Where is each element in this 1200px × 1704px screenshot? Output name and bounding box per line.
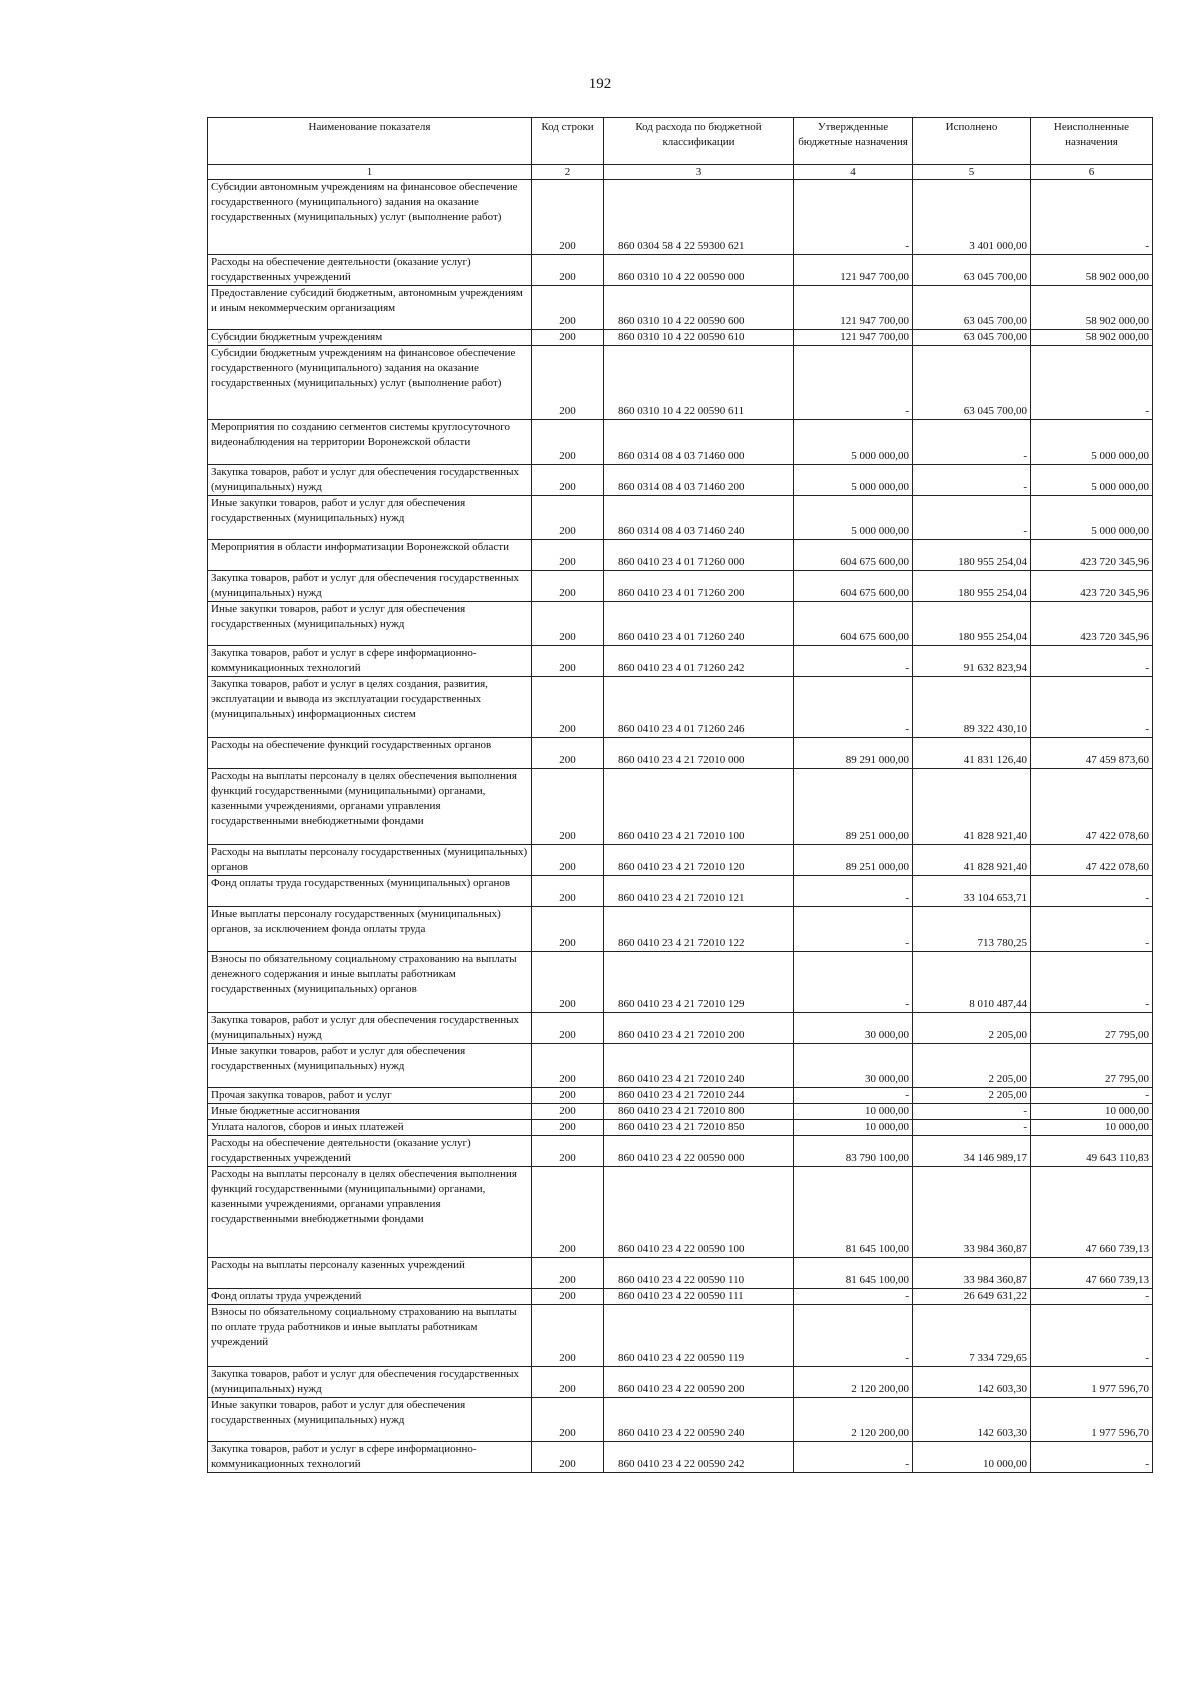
row-name: Взносы по обязательному социальному страхованию на выплаты по оплате труда работников и иные выплаты работникам учреждений — [208, 1305, 532, 1367]
row-unexecuted: 27 795,00 — [1031, 1044, 1153, 1088]
row-expense-code: 860 0410 23 4 22 00590 242 — [604, 1442, 794, 1473]
column-number-row — [208, 165, 1153, 180]
row-executed: 89 322 430,10 — [913, 677, 1031, 738]
row-name: Закупка товаров, работ и услуг в целях создания, развития, эксплуатации и вывода из эксплуатации государственных (муниципальных) информационных систем — [208, 677, 532, 738]
row-unexecuted: 10 000,00 — [1031, 1104, 1153, 1120]
row-name: Закупка товаров, работ и услуг для обеспечения государственных (муниципальных) нужд — [208, 1367, 532, 1398]
row-unexecuted: 47 459 873,60 — [1031, 738, 1153, 769]
row-approved: 89 251 000,00 — [794, 845, 913, 876]
table-row — [208, 1104, 1153, 1120]
row-line-code: 200 — [532, 602, 604, 646]
row-unexecuted: 47 422 078,60 — [1031, 845, 1153, 876]
header-unexecuted: Неисполненные назначения — [1031, 118, 1153, 165]
row-executed: - — [913, 420, 1031, 465]
table-row — [208, 1289, 1153, 1305]
column-number: 4 — [794, 165, 913, 180]
row-executed: - — [913, 496, 1031, 540]
row-name: Прочая закупка товаров, работ и услуг — [208, 1088, 532, 1104]
row-unexecuted: 423 720 345,96 — [1031, 571, 1153, 602]
row-line-code: 200 — [532, 952, 604, 1013]
row-unexecuted: 423 720 345,96 — [1031, 602, 1153, 646]
row-approved: 5 000 000,00 — [794, 496, 913, 540]
row-line-code: 200 — [532, 1013, 604, 1044]
row-unexecuted: - — [1031, 1442, 1153, 1473]
row-expense-code: 860 0410 23 4 01 71260 242 — [604, 646, 794, 677]
row-name: Взносы по обязательному социальному страхованию на выплаты денежного содержания и иные выплаты работникам государственных (муниципальных) органов — [208, 952, 532, 1013]
row-executed: 33 984 360,87 — [913, 1167, 1031, 1258]
row-executed: 2 205,00 — [913, 1044, 1031, 1088]
row-name: Расходы на обеспечение деятельности (оказание услуг) государственных учреждений — [208, 1136, 532, 1167]
row-line-code: 200 — [532, 540, 604, 571]
row-name: Уплата налогов, сборов и иных платежей — [208, 1120, 532, 1136]
row-executed: 63 045 700,00 — [913, 286, 1031, 330]
row-expense-code: 860 0410 23 4 22 00590 240 — [604, 1398, 794, 1442]
row-line-code: 200 — [532, 738, 604, 769]
row-expense-code: 860 0410 23 4 21 72010 000 — [604, 738, 794, 769]
row-unexecuted: 5 000 000,00 — [1031, 420, 1153, 465]
table-row — [208, 330, 1153, 346]
row-line-code: 200 — [532, 677, 604, 738]
row-unexecuted: 423 720 345,96 — [1031, 540, 1153, 571]
row-name: Закупка товаров, работ и услуг для обеспечения государственных (муниципальных) нужд — [208, 571, 532, 602]
row-approved: 81 645 100,00 — [794, 1167, 913, 1258]
row-unexecuted: - — [1031, 677, 1153, 738]
table-row — [208, 602, 1153, 646]
row-unexecuted: 5 000 000,00 — [1031, 465, 1153, 496]
row-name: Расходы на обеспечение деятельности (оказание услуг) государственных учреждений — [208, 255, 532, 286]
row-name: Иные выплаты персоналу государственных (муниципальных) органов, за исключением фонда оплаты труда — [208, 907, 532, 952]
row-approved: 30 000,00 — [794, 1044, 913, 1088]
row-unexecuted: 1 977 596,70 — [1031, 1367, 1153, 1398]
row-unexecuted: 27 795,00 — [1031, 1013, 1153, 1044]
row-line-code: 200 — [532, 1167, 604, 1258]
row-line-code: 200 — [532, 1367, 604, 1398]
header-executed: Исполнено — [913, 118, 1031, 165]
row-expense-code: 860 0410 23 4 21 72010 850 — [604, 1120, 794, 1136]
row-expense-code: 860 0410 23 4 22 00590 100 — [604, 1167, 794, 1258]
row-unexecuted: 58 902 000,00 — [1031, 330, 1153, 346]
table-row — [208, 346, 1153, 420]
row-executed: 3 401 000,00 — [913, 180, 1031, 255]
row-line-code: 200 — [532, 286, 604, 330]
table-row — [208, 540, 1153, 571]
row-expense-code: 860 0314 08 4 03 71460 240 — [604, 496, 794, 540]
table-row — [208, 1120, 1153, 1136]
row-executed: 41 828 921,40 — [913, 769, 1031, 845]
row-expense-code: 860 0410 23 4 21 72010 122 — [604, 907, 794, 952]
row-line-code: 200 — [532, 420, 604, 465]
row-approved: 121 947 700,00 — [794, 255, 913, 286]
row-approved: - — [794, 646, 913, 677]
row-executed: - — [913, 1104, 1031, 1120]
row-name: Мероприятия по созданию сегментов системы круглосуточного видеонаблюдения на территории Воронежской области — [208, 420, 532, 465]
row-expense-code: 860 0310 10 4 22 00590 600 — [604, 286, 794, 330]
header-approved: Утвержденные бюджетные назначения — [794, 118, 913, 165]
table-row — [208, 1013, 1153, 1044]
row-line-code: 200 — [532, 1289, 604, 1305]
row-approved: 81 645 100,00 — [794, 1258, 913, 1289]
table-row — [208, 180, 1153, 255]
row-expense-code: 860 0410 23 4 21 72010 240 — [604, 1044, 794, 1088]
row-expense-code: 860 0410 23 4 21 72010 120 — [604, 845, 794, 876]
row-expense-code: 860 0410 23 4 22 00590 110 — [604, 1258, 794, 1289]
row-line-code: 200 — [532, 769, 604, 845]
row-line-code: 200 — [532, 330, 604, 346]
row-unexecuted: 1 977 596,70 — [1031, 1398, 1153, 1442]
row-expense-code: 860 0410 23 4 22 00590 000 — [604, 1136, 794, 1167]
table-row — [208, 1398, 1153, 1442]
page-number: 192 — [588, 76, 612, 92]
row-executed: 142 603,30 — [913, 1367, 1031, 1398]
row-expense-code: 860 0410 23 4 22 00590 111 — [604, 1289, 794, 1305]
table-row — [208, 952, 1153, 1013]
row-name: Иные закупки товаров, работ и услуг для обеспечения государственных (муниципальных) нужд — [208, 1398, 532, 1442]
row-unexecuted: - — [1031, 907, 1153, 952]
row-name: Предоставление субсидий бюджетным, автономным учреждениям и иным некоммерческим организациям — [208, 286, 532, 330]
row-expense-code: 860 0410 23 4 01 71260 000 — [604, 540, 794, 571]
row-executed: 41 828 921,40 — [913, 845, 1031, 876]
row-unexecuted: - — [1031, 1289, 1153, 1305]
row-approved: 2 120 200,00 — [794, 1367, 913, 1398]
row-unexecuted: 58 902 000,00 — [1031, 255, 1153, 286]
header-row — [208, 118, 1153, 165]
table-row — [208, 496, 1153, 540]
row-executed: 713 780,25 — [913, 907, 1031, 952]
row-executed: 33 104 653,71 — [913, 876, 1031, 907]
row-approved: 89 251 000,00 — [794, 769, 913, 845]
row-line-code: 200 — [532, 1088, 604, 1104]
column-number: 2 — [532, 165, 604, 180]
row-line-code: 200 — [532, 465, 604, 496]
row-expense-code: 860 0410 23 4 21 72010 129 — [604, 952, 794, 1013]
row-expense-code: 860 0410 23 4 01 71260 246 — [604, 677, 794, 738]
row-name: Иные закупки товаров, работ и услуг для обеспечения государственных (муниципальных) нужд — [208, 496, 532, 540]
row-name: Закупка товаров, работ и услуг в сфере информационно-коммуникационных технологий — [208, 1442, 532, 1473]
row-executed: 41 831 126,40 — [913, 738, 1031, 769]
row-unexecuted: 47 660 739,13 — [1031, 1258, 1153, 1289]
row-approved: - — [794, 1289, 913, 1305]
row-line-code: 200 — [532, 571, 604, 602]
row-name: Иные бюджетные ассигнования — [208, 1104, 532, 1120]
row-unexecuted: - — [1031, 180, 1153, 255]
table-row — [208, 1258, 1153, 1289]
row-approved: 10 000,00 — [794, 1104, 913, 1120]
row-executed: 34 146 989,17 — [913, 1136, 1031, 1167]
row-unexecuted: - — [1031, 952, 1153, 1013]
table-row — [208, 420, 1153, 465]
row-name: Субсидии автономным учреждениям на финансовое обеспечение государственного (муниципального) задания на оказание государственных (муниципальных) услуг (выполнение работ) — [208, 180, 532, 255]
table-row — [208, 255, 1153, 286]
row-unexecuted: - — [1031, 1305, 1153, 1367]
row-name: Иные закупки товаров, работ и услуг для обеспечения государственных (муниципальных) нужд — [208, 1044, 532, 1088]
row-executed: - — [913, 1120, 1031, 1136]
row-approved: 89 291 000,00 — [794, 738, 913, 769]
table-row — [208, 677, 1153, 738]
table-row — [208, 1305, 1153, 1367]
row-line-code: 200 — [532, 907, 604, 952]
row-executed: 180 955 254,04 — [913, 571, 1031, 602]
column-number: 6 — [1031, 165, 1153, 180]
row-executed: 10 000,00 — [913, 1442, 1031, 1473]
row-expense-code: 860 0410 23 4 01 71260 240 — [604, 602, 794, 646]
column-number: 5 — [913, 165, 1031, 180]
row-expense-code: 860 0310 10 4 22 00590 611 — [604, 346, 794, 420]
row-line-code: 200 — [532, 1398, 604, 1442]
table-body — [208, 180, 1153, 1473]
row-expense-code: 860 0314 08 4 03 71460 200 — [604, 465, 794, 496]
row-executed: 26 649 631,22 — [913, 1289, 1031, 1305]
row-name: Иные закупки товаров, работ и услуг для обеспечения государственных (муниципальных) нужд — [208, 602, 532, 646]
row-approved: 10 000,00 — [794, 1120, 913, 1136]
row-expense-code: 860 0310 10 4 22 00590 000 — [604, 255, 794, 286]
row-name: Субсидии бюджетным учреждениям — [208, 330, 532, 346]
table-row — [208, 769, 1153, 845]
row-executed: 63 045 700,00 — [913, 255, 1031, 286]
row-expense-code: 860 0410 23 4 01 71260 200 — [604, 571, 794, 602]
row-approved: 121 947 700,00 — [794, 330, 913, 346]
row-line-code: 200 — [532, 1136, 604, 1167]
row-line-code: 200 — [532, 255, 604, 286]
table-row — [208, 1044, 1153, 1088]
row-approved: - — [794, 677, 913, 738]
row-approved: 5 000 000,00 — [794, 420, 913, 465]
table-row — [208, 876, 1153, 907]
row-approved: 604 675 600,00 — [794, 602, 913, 646]
row-approved: 83 790 100,00 — [794, 1136, 913, 1167]
row-executed: 91 632 823,94 — [913, 646, 1031, 677]
row-executed: 180 955 254,04 — [913, 540, 1031, 571]
row-approved: - — [794, 907, 913, 952]
row-line-code: 200 — [532, 876, 604, 907]
row-line-code: 200 — [532, 1044, 604, 1088]
row-unexecuted: 49 643 110,83 — [1031, 1136, 1153, 1167]
row-name: Фонд оплаты труда учреждений — [208, 1289, 532, 1305]
row-executed: 2 205,00 — [913, 1013, 1031, 1044]
row-approved: - — [794, 1088, 913, 1104]
row-line-code: 200 — [532, 1258, 604, 1289]
header-line-code: Код строки — [532, 118, 604, 165]
budget-execution-table — [207, 117, 1153, 1473]
table-row — [208, 286, 1153, 330]
table-row — [208, 1088, 1153, 1104]
row-expense-code: 860 0410 23 4 21 72010 800 — [604, 1104, 794, 1120]
table-row — [208, 571, 1153, 602]
row-unexecuted: 5 000 000,00 — [1031, 496, 1153, 540]
row-unexecuted: - — [1031, 876, 1153, 907]
header-indicator-name: Наименование показателя — [208, 118, 532, 165]
row-expense-code: 860 0410 23 4 21 72010 244 — [604, 1088, 794, 1104]
row-line-code: 200 — [532, 496, 604, 540]
row-expense-code: 860 0410 23 4 21 72010 121 — [604, 876, 794, 907]
row-name: Фонд оплаты труда государственных (муниципальных) органов — [208, 876, 532, 907]
row-executed: 180 955 254,04 — [913, 602, 1031, 646]
row-expense-code: 860 0410 23 4 22 00590 119 — [604, 1305, 794, 1367]
row-line-code: 200 — [532, 646, 604, 677]
table-row — [208, 845, 1153, 876]
row-unexecuted: - — [1031, 1088, 1153, 1104]
row-name: Мероприятия в области информатизации Воронежской области — [208, 540, 532, 571]
row-approved: - — [794, 1305, 913, 1367]
row-unexecuted: - — [1031, 646, 1153, 677]
row-line-code: 200 — [532, 1120, 604, 1136]
row-executed: 7 334 729,65 — [913, 1305, 1031, 1367]
row-unexecuted: 47 660 739,13 — [1031, 1167, 1153, 1258]
row-name: Расходы на обеспечение функций государственных органов — [208, 738, 532, 769]
row-executed: - — [913, 465, 1031, 496]
row-expense-code: 860 0304 58 4 22 59300 621 — [604, 180, 794, 255]
column-number: 3 — [604, 165, 794, 180]
row-name: Закупка товаров, работ и услуг в сфере информационно-коммуникационных технологий — [208, 646, 532, 677]
table-row — [208, 1442, 1153, 1473]
table-row — [208, 646, 1153, 677]
row-name: Расходы на выплаты персоналу в целях обеспечения выполнения функций государственными (муниципальными) органами, казенными учреждениями, органами управления государственными внебюджетными фондами — [208, 1167, 532, 1258]
row-executed: 33 984 360,87 — [913, 1258, 1031, 1289]
table-row — [208, 1367, 1153, 1398]
row-approved: - — [794, 180, 913, 255]
row-line-code: 200 — [532, 1442, 604, 1473]
row-approved: - — [794, 346, 913, 420]
row-unexecuted: - — [1031, 346, 1153, 420]
row-expense-code: 860 0410 23 4 22 00590 200 — [604, 1367, 794, 1398]
row-approved: 5 000 000,00 — [794, 465, 913, 496]
row-line-code: 200 — [532, 845, 604, 876]
row-name: Субсидии бюджетным учреждениям на финансовое обеспечение государственного (муниципального) задания на оказание государственных (муниципальных) услуг (выполнение работ) — [208, 346, 532, 420]
row-line-code: 200 — [532, 1305, 604, 1367]
row-executed: 2 205,00 — [913, 1088, 1031, 1104]
table-row — [208, 465, 1153, 496]
row-unexecuted: 10 000,00 — [1031, 1120, 1153, 1136]
row-name: Закупка товаров, работ и услуг для обеспечения государственных (муниципальных) нужд — [208, 1013, 532, 1044]
row-line-code: 200 — [532, 346, 604, 420]
table-row — [208, 907, 1153, 952]
table-row — [208, 738, 1153, 769]
table-row — [208, 1167, 1153, 1258]
row-line-code: 200 — [532, 1104, 604, 1120]
row-name: Расходы на выплаты персоналу государственных (муниципальных) органов — [208, 845, 532, 876]
header-expense-code: Код расхода по бюджетной классификации — [604, 118, 794, 165]
row-approved: 30 000,00 — [794, 1013, 913, 1044]
row-approved: 604 675 600,00 — [794, 571, 913, 602]
row-unexecuted: 58 902 000,00 — [1031, 286, 1153, 330]
table-row — [208, 1136, 1153, 1167]
row-approved: 2 120 200,00 — [794, 1398, 913, 1442]
row-approved: - — [794, 1442, 913, 1473]
row-expense-code: 860 0410 23 4 21 72010 200 — [604, 1013, 794, 1044]
row-executed: 63 045 700,00 — [913, 330, 1031, 346]
row-approved: 121 947 700,00 — [794, 286, 913, 330]
row-approved: - — [794, 952, 913, 1013]
row-expense-code: 860 0314 08 4 03 71460 000 — [604, 420, 794, 465]
row-executed: 8 010 487,44 — [913, 952, 1031, 1013]
row-approved: 604 675 600,00 — [794, 540, 913, 571]
column-number: 1 — [208, 165, 532, 180]
row-name: Расходы на выплаты персоналу в целях обеспечения выполнения функций государственными (муниципальными) органами, казенными учреждениями, органами управления государственными внебюджетными фондами — [208, 769, 532, 845]
row-executed: 63 045 700,00 — [913, 346, 1031, 420]
row-unexecuted: 47 422 078,60 — [1031, 769, 1153, 845]
row-approved: - — [794, 876, 913, 907]
row-expense-code: 860 0410 23 4 21 72010 100 — [604, 769, 794, 845]
row-line-code: 200 — [532, 180, 604, 255]
row-name: Расходы на выплаты персоналу казенных учреждений — [208, 1258, 532, 1289]
row-expense-code: 860 0310 10 4 22 00590 610 — [604, 330, 794, 346]
row-executed: 142 603,30 — [913, 1398, 1031, 1442]
row-name: Закупка товаров, работ и услуг для обеспечения государственных (муниципальных) нужд — [208, 465, 532, 496]
